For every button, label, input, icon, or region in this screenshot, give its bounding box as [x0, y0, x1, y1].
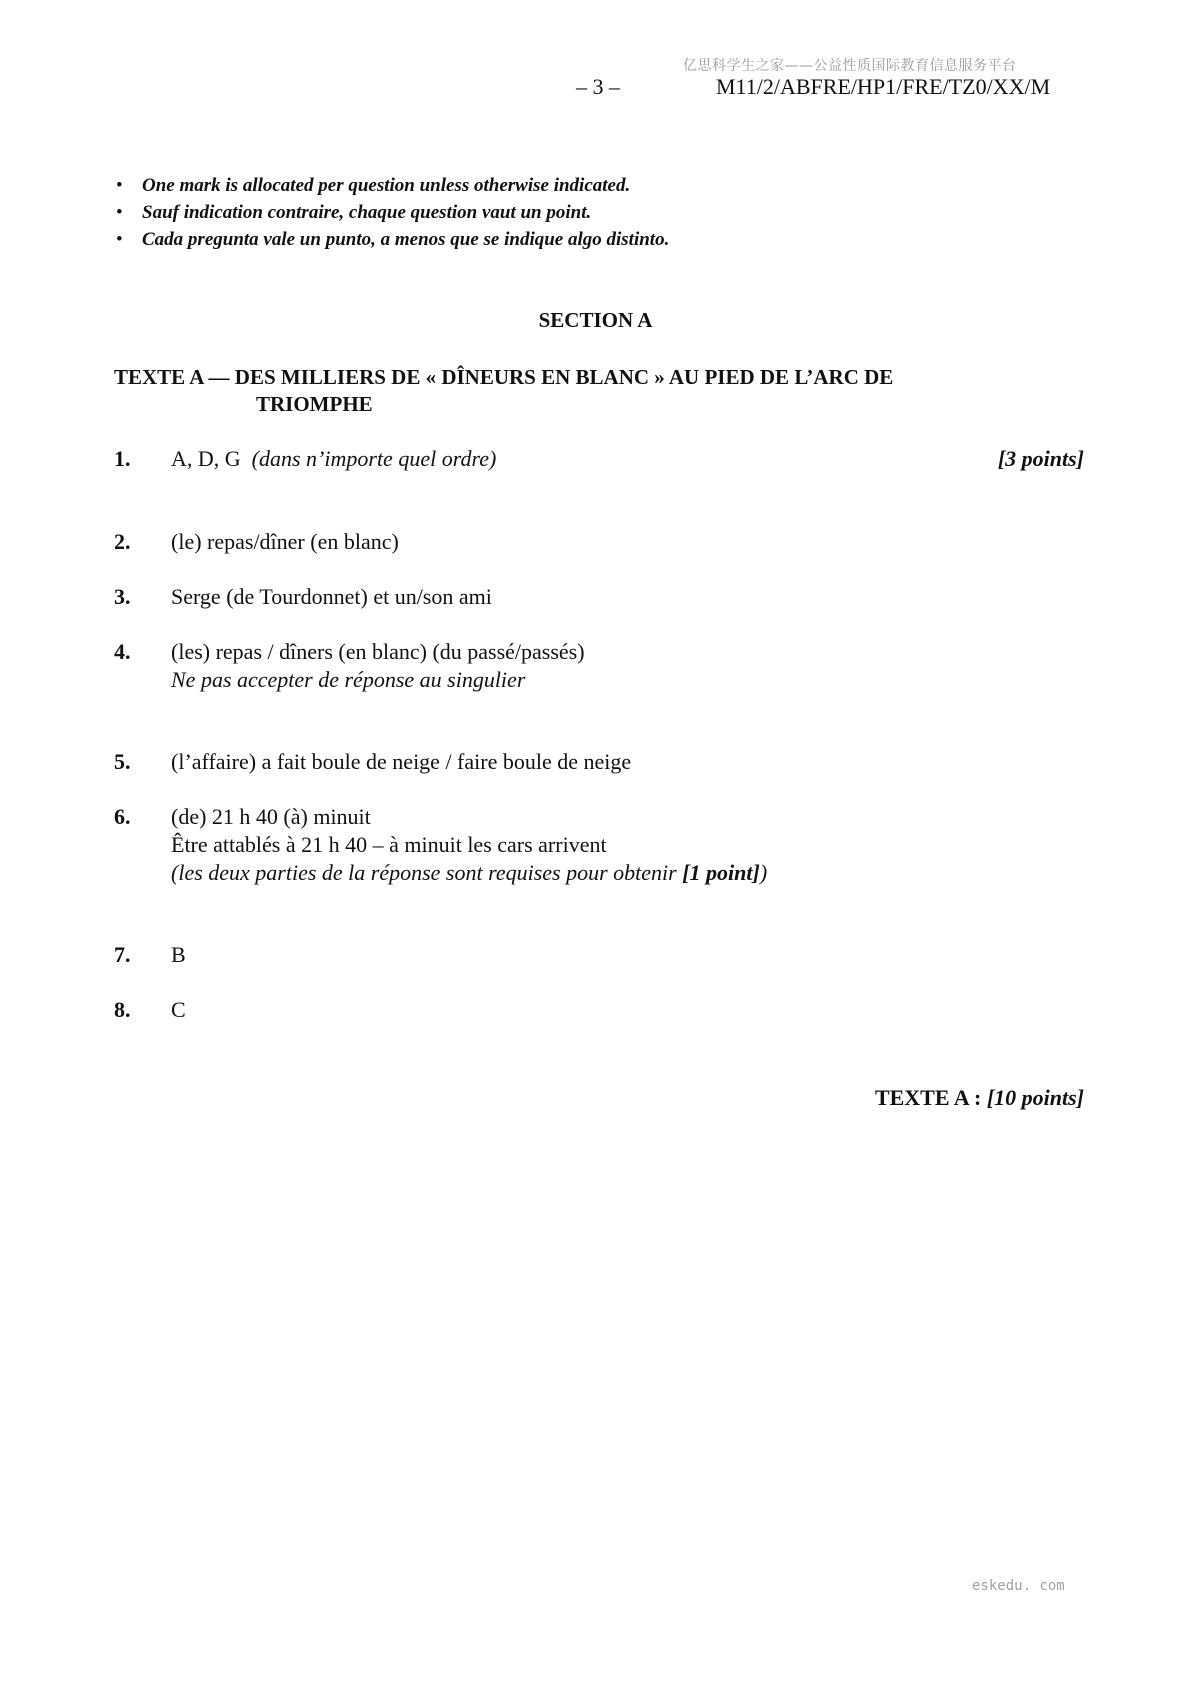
- question-3: [114, 583, 1084, 611]
- question-5: [114, 748, 1084, 776]
- note-points: [1 point]: [682, 860, 760, 885]
- question-number: 3.: [114, 584, 131, 609]
- answer-text: C: [171, 997, 186, 1022]
- question-6: [114, 803, 1084, 887]
- question-8: [114, 996, 1084, 1024]
- page-number: – 3 –: [576, 74, 620, 99]
- answer-note: Ne pas accepter de réponse au singulier: [171, 667, 526, 692]
- question-number: 4.: [114, 639, 131, 664]
- question-points: [3 points]: [997, 446, 1084, 471]
- question-number: 6.: [114, 804, 131, 829]
- total-points: [10 points]: [986, 1085, 1084, 1110]
- answer-text-alt: Être attablés à 21 h 40 – à minuit les cars arrivent: [171, 832, 607, 857]
- bullet-icon: •: [116, 229, 123, 250]
- answer-note: [171, 859, 1084, 887]
- answer-text: (l’affaire) a fait boule de neige / faire boule de neige: [171, 749, 632, 774]
- text-title-line1: TEXTE A — DES MILLIERS DE « DÎNEURS EN BLANC » AU PIED DE L’ARC DE: [114, 365, 894, 389]
- marking-notes: [114, 172, 669, 253]
- total-label: TEXTE A :: [874, 1085, 987, 1110]
- question-number: 2.: [114, 529, 131, 554]
- bullet-icon: •: [116, 175, 123, 196]
- note-text: (les deux parties de la réponse sont requises pour obtenir: [171, 860, 683, 885]
- bullet-icon: •: [116, 202, 123, 223]
- footer-watermark: eskedu. com: [972, 1578, 1065, 1594]
- note-text: Cada pregunta vale un punto, a menos que se indique algo distinto.: [142, 229, 670, 250]
- question-1: [114, 445, 1084, 473]
- answer-text: A, D, G: [171, 446, 241, 471]
- answer-text: (les) repas / dîners (en blanc) (du passé/passés): [171, 639, 585, 664]
- section-title: SECTION A: [538, 308, 653, 332]
- answer-text: B: [171, 942, 186, 967]
- question-number: 5.: [114, 749, 131, 774]
- text-title-line2: TRIOMPHE: [256, 392, 373, 416]
- document-code: M11/2/ABFRE/HP1/FRE/TZ0/XX/M: [716, 74, 1051, 99]
- note-item: [114, 172, 669, 199]
- question-number: 1.: [114, 446, 131, 471]
- question-4: [114, 638, 1084, 694]
- text-total-points: [875, 1085, 1084, 1111]
- note-item: [114, 199, 669, 226]
- question-answer: [171, 445, 1084, 473]
- text-title: [114, 364, 893, 418]
- question-number: 8.: [114, 997, 131, 1022]
- answer-note: (dans n’importe quel ordre): [251, 446, 497, 471]
- note-item: [114, 226, 669, 253]
- question-7: [114, 941, 1084, 969]
- answer-text: (le) repas/dîner (en blanc): [171, 529, 399, 554]
- note-text: Sauf indication contraire, chaque question vaut un point.: [142, 202, 592, 223]
- answer-text: (de) 21 h 40 (à) minuit: [171, 804, 371, 829]
- answer-text: Serge (de Tourdonnet) et un/son ami: [171, 584, 492, 609]
- header-watermark: 亿思科学生之家——公益性质国际教育信息服务平台: [683, 58, 1017, 74]
- question-2: [114, 528, 1084, 556]
- question-number: 7.: [114, 942, 131, 967]
- question-answer: [171, 803, 1084, 887]
- note-text: One mark is allocated per question unless otherwise indicated.: [142, 175, 631, 196]
- question-answer: [171, 638, 1084, 694]
- note-text-end: ): [759, 860, 768, 885]
